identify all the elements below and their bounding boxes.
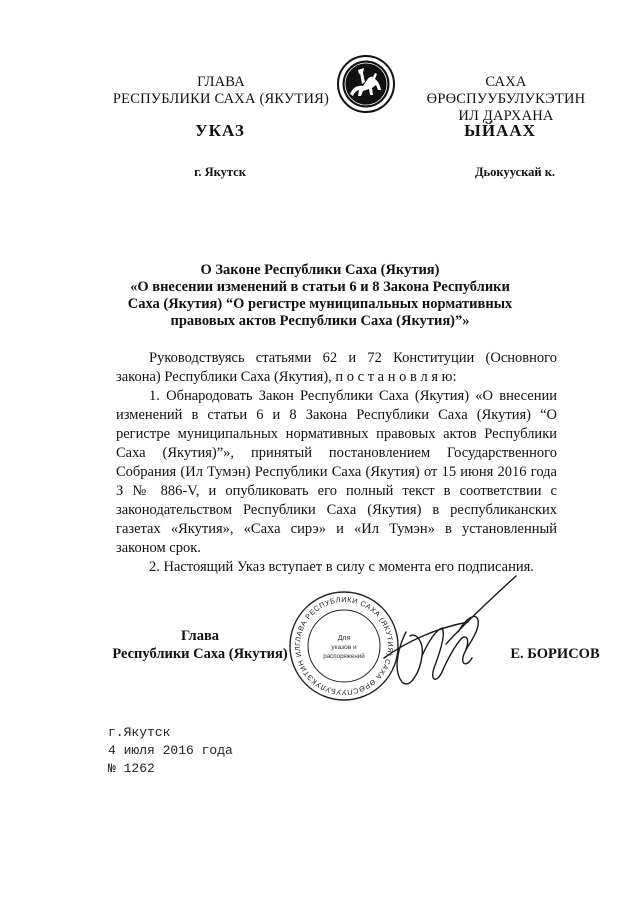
header-right-line2: ИЛ ДАРХАНА [458,108,554,124]
title-line4: правовых актов Республики Саха (Якутия)”» [170,313,470,329]
body-item-2: 2. Настоящий Указ вступает в силу с момента его подписания. [149,559,534,575]
city-left: г. Якутск [194,165,246,179]
handwritten-signature [376,572,526,702]
footer-date: 4 июля 2016 года [108,743,233,758]
signatory-position [100,627,300,663]
footer-city: г.Якутск [108,725,171,740]
coat-of-arms-emblem [336,54,396,114]
city-right: Дьокуускай к. [474,165,556,179]
seal-center-line2: указов и [331,644,357,651]
decree-body [116,349,557,577]
body-item-1: 1. Обнародовать Закон Республики Саха (Якутия) «О внесении изменений в статьи 6 и 8 Закона Республики Саха (Якутия) “О регистре муниципальных нормативных правовых актов Республики Саха (Якутия)”», принятый постановлением Государственного Собрания (Ил Тумэн) Республики Саха (Якутия) от 15 июня 2016 года З № 886-V, и опубликовать его полный текст в соответствии с законодательством Республики Саха (Якутия) в республиканских газетах «Якутия», «Саха сирэ» и «Ил Тумэн» в установленный законом срок. [116,388,557,556]
seal-center-line1: Для [337,635,351,642]
seal-ring-text: ГЛАВА РЕСПУБЛИКИ САХА (ЯКУТИЯ) САХА ӨРӨСПУУБУЛУКЭТИН ИЛ [292,594,396,698]
signatory-name: Е. БОРИСОВ [510,646,600,662]
body-intro: Руководствуясь статьями 62 и 72 Конституции (Основного закона) Республики Саха (Якутия), п о с т а н о в л я ю: [116,350,557,385]
header-right-line1: САХА ӨРӨСПУУБУЛУКЭТИН [426,74,586,107]
doc-type-left: УКАЗ [195,121,245,140]
signatory-line1: Глава [180,628,220,644]
title-line1: О Законе Республики Саха (Якутия) [200,262,440,278]
doc-type-right: ЫЙААХ [464,121,536,140]
header-left-line2: РЕСПУБЛИКИ САХА (ЯКУТИЯ) [112,91,330,107]
seal-center-line3: распоряжений [323,653,365,660]
header-right [406,74,606,125]
decree-title [100,262,540,330]
header-left [96,74,346,108]
footer-number: № 1262 [108,761,155,776]
signatory-line2: Республики Саха (Якутия) [112,646,288,662]
header-left-line1: ГЛАВА [197,74,245,90]
footer [108,724,233,778]
title-line3: Саха (Якутия) “О регистре муниципальных нормативных [127,296,513,312]
title-line2: «О внесении изменений в статьи 6 и 8 Закона Республики [130,279,510,295]
